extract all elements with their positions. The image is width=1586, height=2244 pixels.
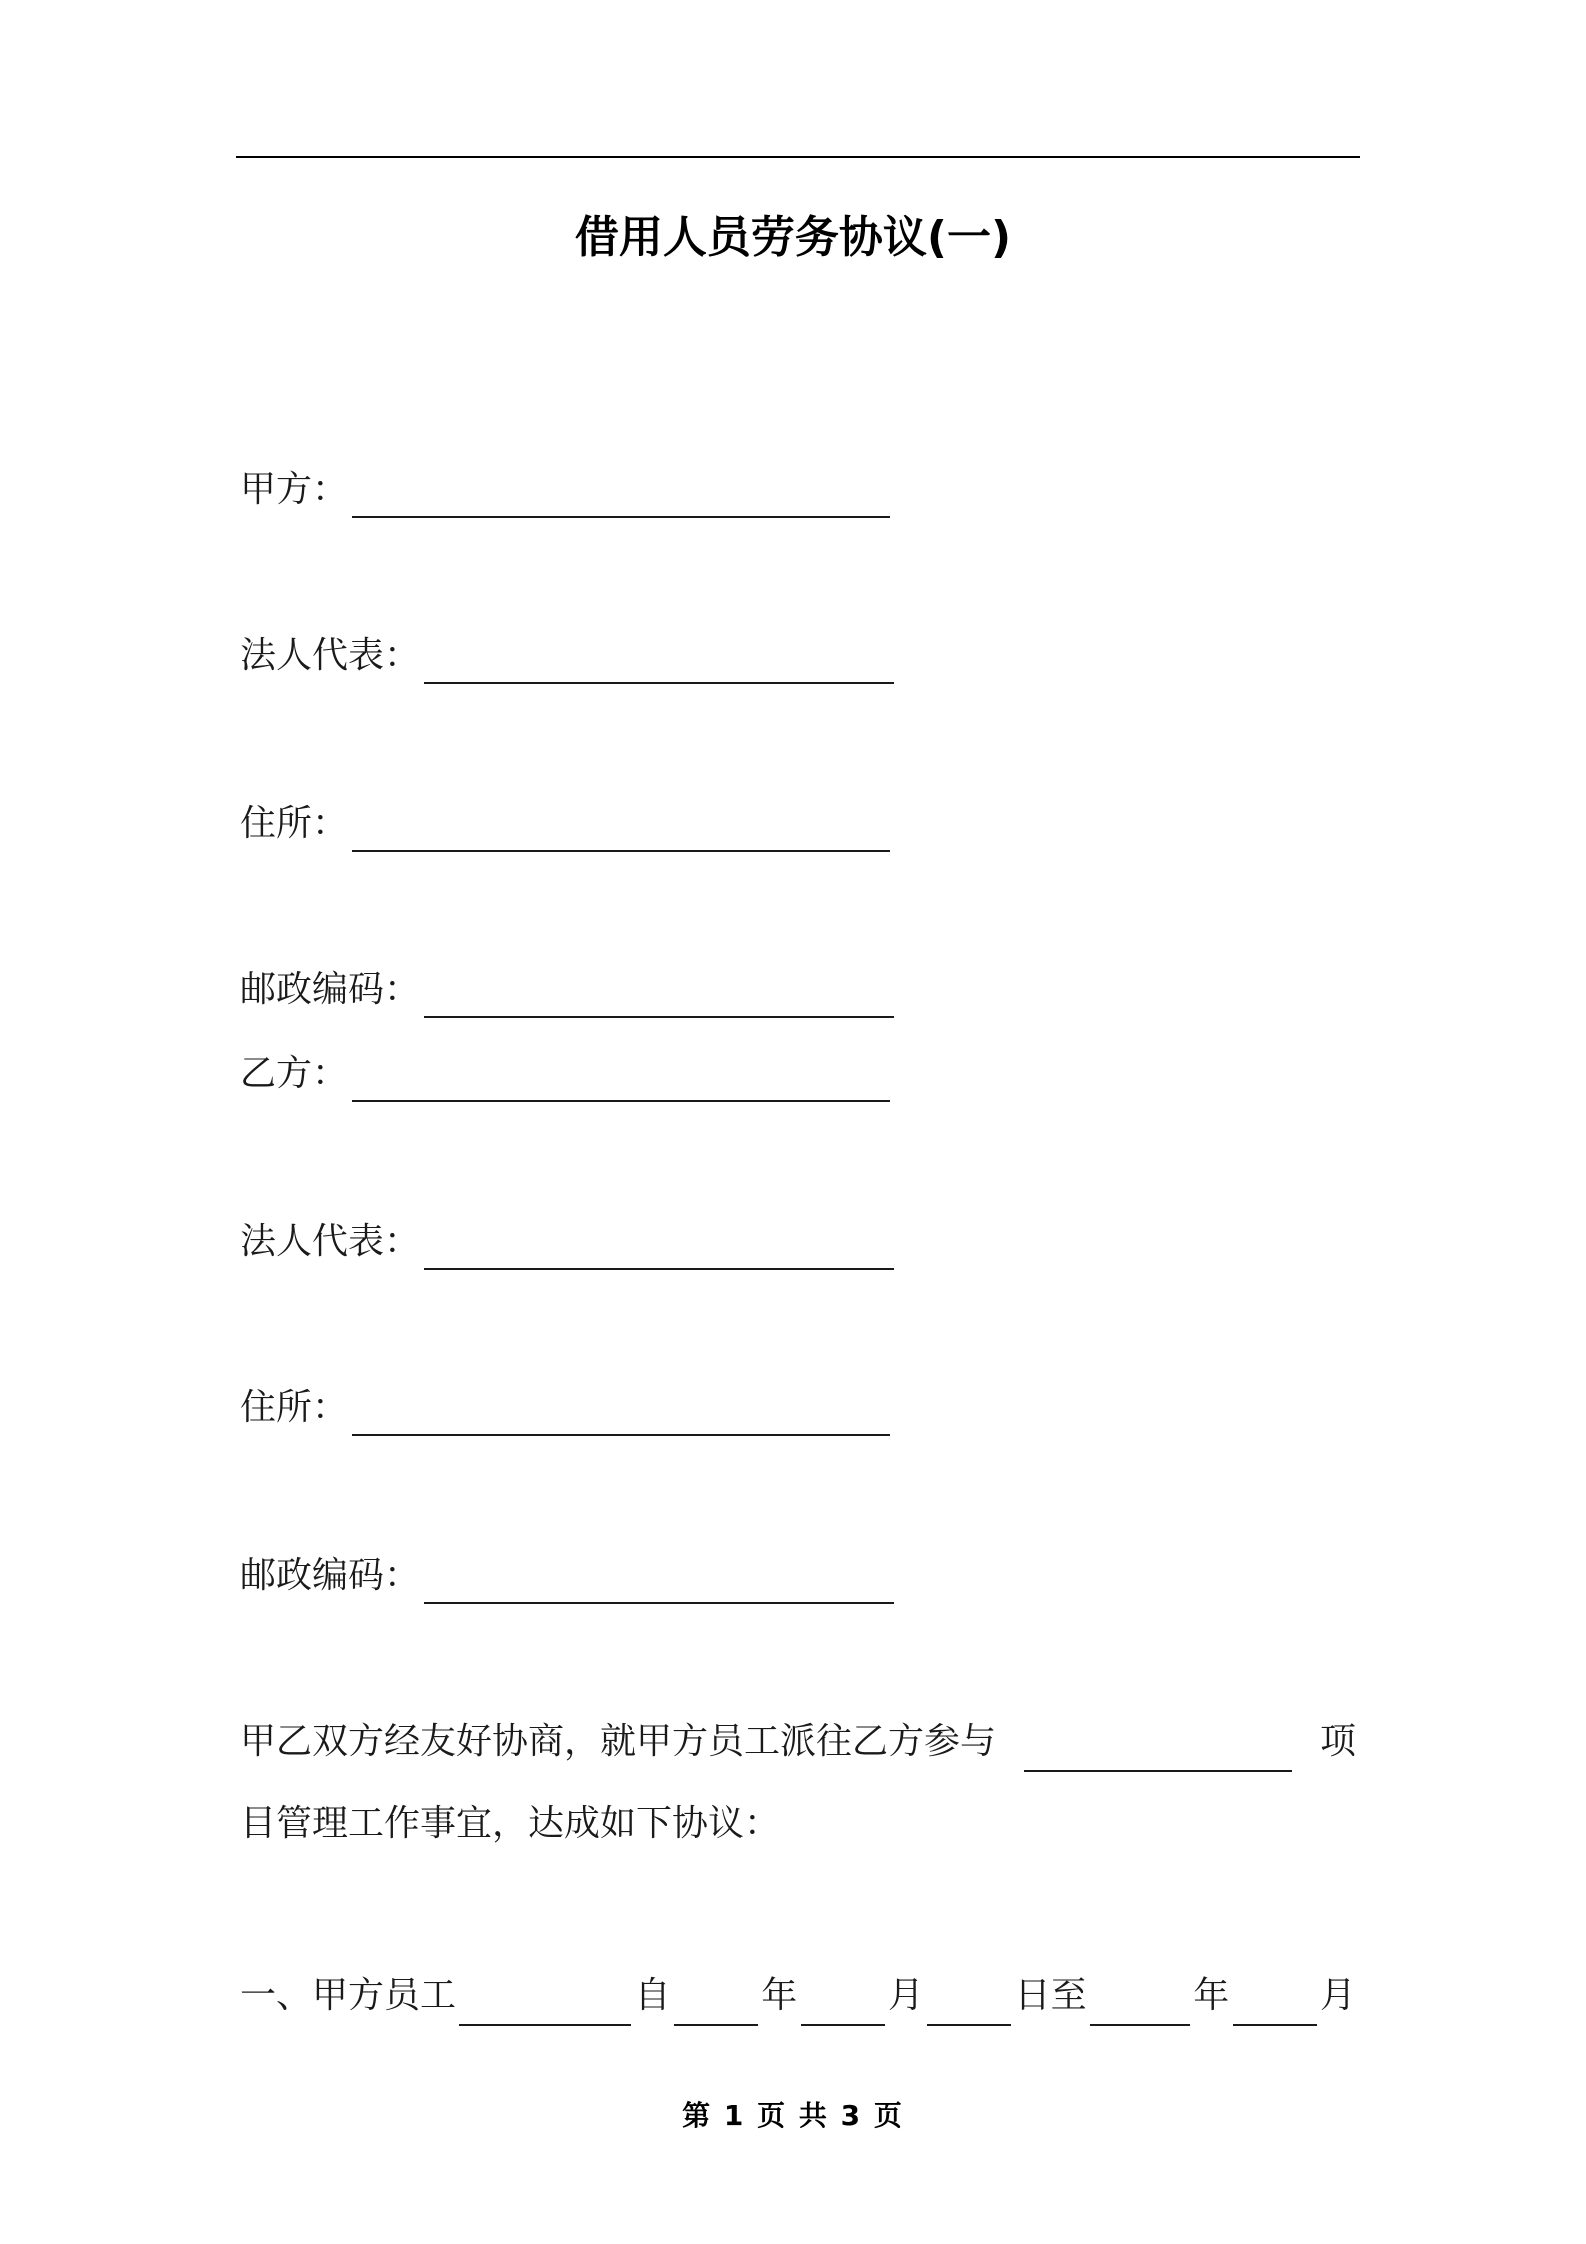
party-b-postcode-row: [240, 1548, 894, 1604]
intro-text-start: 甲乙双方经友好协商，就甲方员工派往乙方参与: [240, 1721, 997, 1762]
employee-name-blank[interactable]: [459, 1978, 631, 2026]
party-b-address-row: [240, 1380, 890, 1436]
party-a-name-blank[interactable]: [352, 472, 890, 518]
party-a-postcode-label: 邮政编码：: [240, 969, 421, 1010]
clause-1-line: [240, 1966, 1356, 2026]
party-b-name-blank[interactable]: [352, 1056, 890, 1102]
start-year-blank[interactable]: [674, 1978, 758, 2026]
party-a-address-blank[interactable]: [352, 806, 890, 852]
party-b-name-row: [240, 1046, 890, 1102]
party-a-name-label: 甲方：: [240, 469, 349, 510]
document-title: 借用人员劳务协议(一): [574, 212, 1012, 263]
start-day-blank[interactable]: [927, 1978, 1011, 2026]
end-year-blank[interactable]: [1090, 1978, 1190, 2026]
party-a-address-label: 住所：: [240, 803, 349, 844]
clause-1-month-2: 月: [1319, 1975, 1356, 2016]
party-a-rep-label: 法人代表：: [240, 635, 421, 676]
party-b-rep-label: 法人代表：: [240, 1221, 421, 1262]
project-name-blank[interactable]: [1024, 1724, 1292, 1772]
party-b-name-label: 乙方：: [240, 1053, 349, 1094]
party-a-name-row: [240, 462, 890, 518]
intro-line-2: 目管理工作事宜，达成如下协议：: [240, 1803, 781, 1844]
party-a-rep-blank[interactable]: [424, 638, 894, 684]
party-a-postcode-row: [240, 962, 894, 1018]
intro-line-1: [240, 1712, 1356, 1772]
clause-1-prefix: 一、甲方员工: [240, 1975, 457, 2016]
clause-1-year-1: 年: [761, 1975, 798, 2016]
clause-1-year-2: 年: [1193, 1975, 1230, 2016]
clause-1-month-1: 月: [887, 1975, 924, 2016]
end-month-blank[interactable]: [1233, 1978, 1317, 2026]
party-b-rep-row: [240, 1214, 894, 1270]
party-b-address-blank[interactable]: [352, 1390, 890, 1436]
party-b-address-label: 住所：: [240, 1387, 349, 1428]
party-a-address-row: [240, 796, 890, 852]
intro-text-end: 项: [1319, 1721, 1356, 1762]
party-b-postcode-blank[interactable]: [424, 1558, 894, 1604]
clause-1-from: 自: [634, 1975, 671, 2016]
party-a-postcode-blank[interactable]: [424, 972, 894, 1018]
page-number: 第 1 页 共 3 页: [682, 2099, 904, 2132]
header-rule: [236, 156, 1360, 158]
party-b-rep-blank[interactable]: [424, 1224, 894, 1270]
start-month-blank[interactable]: [801, 1978, 885, 2026]
clause-1-day-to: 日至: [1014, 1975, 1087, 2016]
party-a-rep-row: [240, 628, 894, 684]
party-b-postcode-label: 邮政编码：: [240, 1555, 421, 1596]
